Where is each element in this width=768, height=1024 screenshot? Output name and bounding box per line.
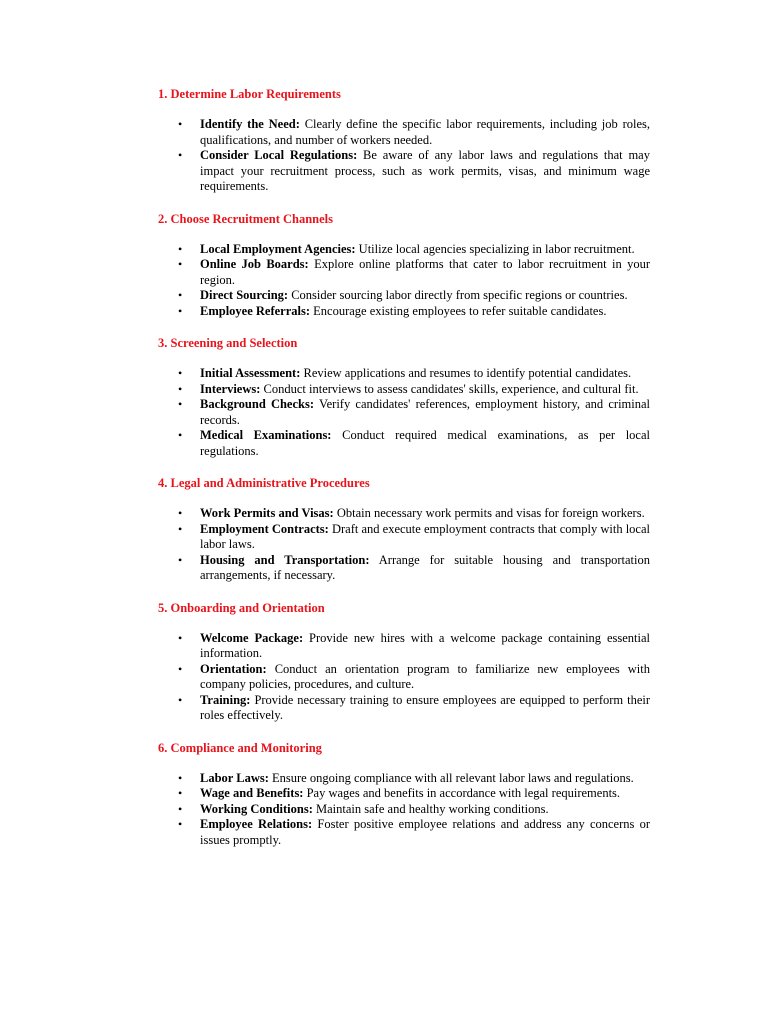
item-term: Training: xyxy=(200,692,251,707)
list-item xyxy=(158,288,650,304)
list-item xyxy=(158,693,650,724)
item-term: Work Permits and Visas: xyxy=(200,506,334,520)
item-text: Pay wages and benefits in accordance with legal requirements. xyxy=(306,786,621,800)
list-item xyxy=(158,257,650,288)
item-term: Working Conditions: xyxy=(200,801,313,816)
item-term: Initial Assessment: xyxy=(200,366,301,380)
item-text: Provide necessary training to ensure employees are equipped to perform their roles effectively. xyxy=(200,692,650,722)
list-item xyxy=(158,817,650,848)
list-item xyxy=(158,304,650,320)
bullet-icon: • xyxy=(178,148,183,162)
bullet-list xyxy=(158,771,650,849)
document-page xyxy=(158,86,650,864)
item-term: Online Job Boards: xyxy=(200,257,309,271)
list-item xyxy=(158,802,650,818)
item-term: Employee Relations: xyxy=(200,817,313,831)
item-term: Orientation: xyxy=(200,661,267,676)
list-item xyxy=(158,786,650,802)
list-item xyxy=(158,397,650,428)
item-text: Arrange for suitable housing and transportation arrangements, if necessary. xyxy=(200,552,650,582)
list-item xyxy=(158,242,650,258)
item-text: Maintain safe and healthy working conditions. xyxy=(316,801,549,816)
list-item xyxy=(158,382,650,398)
bullet-icon: • xyxy=(178,506,183,520)
item-term: Welcome Package: xyxy=(200,630,304,645)
bullet-icon: • xyxy=(178,801,183,816)
item-text: Provide new hires with a welcome package containing essential information. xyxy=(200,630,651,660)
bullet-icon: • xyxy=(178,817,183,831)
item-text: Consider sourcing labor directly from specific regions or countries. xyxy=(291,288,628,302)
section-heading: 4. Legal and Administrative Procedures xyxy=(158,476,370,490)
bullet-icon: • xyxy=(178,381,183,396)
item-text: Explore online platforms that cater to labor recruitment in your region. xyxy=(200,257,650,287)
list-item xyxy=(158,366,650,382)
bullet-icon: • xyxy=(178,661,183,676)
list-item xyxy=(158,771,650,787)
section-heading: 6. Compliance and Monitoring xyxy=(158,740,322,755)
bullet-icon: • xyxy=(178,366,183,380)
item-text: Be aware of any labor laws and regulations that may impact your recruitment process, such as work permits, visas, and minimum wage requirements. xyxy=(200,148,650,193)
bullet-icon: • xyxy=(178,288,183,302)
item-term: Wage and Benefits: xyxy=(200,786,304,800)
item-term: Employment Contracts: xyxy=(200,521,329,536)
bullet-icon: • xyxy=(178,552,183,567)
section-heading: 5. Onboarding and Orientation xyxy=(158,600,325,615)
item-text: Clearly define the specific labor requirements, including job roles, qualifications, and number of workers needed. xyxy=(200,117,651,147)
list-item xyxy=(158,631,650,662)
section xyxy=(158,211,650,320)
bullet-list xyxy=(158,242,650,320)
item-term: Medical Examinations: xyxy=(200,428,332,442)
bullet-icon: • xyxy=(178,397,183,411)
item-text: Conduct an orientation program to familiarize new employees with company policies, procedures, and culture. xyxy=(200,661,651,691)
section-heading: 2. Choose Recruitment Channels xyxy=(158,211,333,226)
item-term: Housing and Transportation: xyxy=(200,552,370,567)
section xyxy=(158,335,650,459)
item-text: Review applications and resumes to identify potential candidates. xyxy=(303,366,632,380)
list-item xyxy=(158,117,650,148)
bullet-icon: • xyxy=(178,117,183,131)
section xyxy=(158,475,650,584)
item-term: Employee Referrals: xyxy=(200,303,311,318)
bullet-list xyxy=(158,366,650,459)
bullet-list xyxy=(158,117,650,195)
bullet-icon: • xyxy=(178,303,183,318)
item-text: Draft and execute employment contracts that comply with local labor laws. xyxy=(200,521,651,551)
item-term: Interviews: xyxy=(200,381,261,396)
item-text: Verify candidates' references, employment history, and criminal records. xyxy=(200,397,651,427)
list-item xyxy=(158,522,650,553)
section xyxy=(158,740,650,849)
item-text: Foster positive employee relations and address any concerns or issues promptly. xyxy=(200,817,650,847)
bullet-icon: • xyxy=(178,428,183,442)
item-term: Identify the Need: xyxy=(200,117,300,131)
section-heading: 3. Screening and Selection xyxy=(158,336,298,350)
bullet-icon: • xyxy=(178,241,183,256)
item-text: Ensure ongoing compliance with all relevant labor laws and regulations. xyxy=(272,770,634,785)
list-item xyxy=(158,553,650,584)
section-heading: 1. Determine Labor Requirements xyxy=(158,87,341,101)
section xyxy=(158,86,650,195)
list-item xyxy=(158,428,650,459)
list-item xyxy=(158,506,650,522)
list-item xyxy=(158,662,650,693)
item-term: Consider Local Regulations: xyxy=(200,148,358,162)
item-term: Background Checks: xyxy=(200,397,315,411)
bullet-icon: • xyxy=(178,630,183,645)
item-text: Encourage existing employees to refer suitable candidates. xyxy=(313,303,607,318)
bullet-icon: • xyxy=(178,521,183,536)
item-text: Obtain necessary work permits and visas for foreign workers. xyxy=(336,506,645,520)
item-term: Labor Laws: xyxy=(200,770,269,785)
bullet-icon: • xyxy=(178,786,183,800)
item-text: Conduct interviews to assess candidates' skills, experience, and cultural fit. xyxy=(263,381,639,396)
item-text: Utilize local agencies specializing in labor recruitment. xyxy=(358,241,635,256)
bullet-icon: • xyxy=(178,770,183,785)
item-term: Local Employment Agencies: xyxy=(200,241,356,256)
section xyxy=(158,600,650,724)
item-term: Direct Sourcing: xyxy=(200,288,289,302)
item-text: Conduct required medical examinations, as per local regulations. xyxy=(200,428,651,458)
bullet-icon: • xyxy=(178,257,183,271)
bullet-icon: • xyxy=(178,692,183,707)
bullet-list xyxy=(158,506,650,584)
list-item xyxy=(158,148,650,195)
bullet-list xyxy=(158,631,650,724)
